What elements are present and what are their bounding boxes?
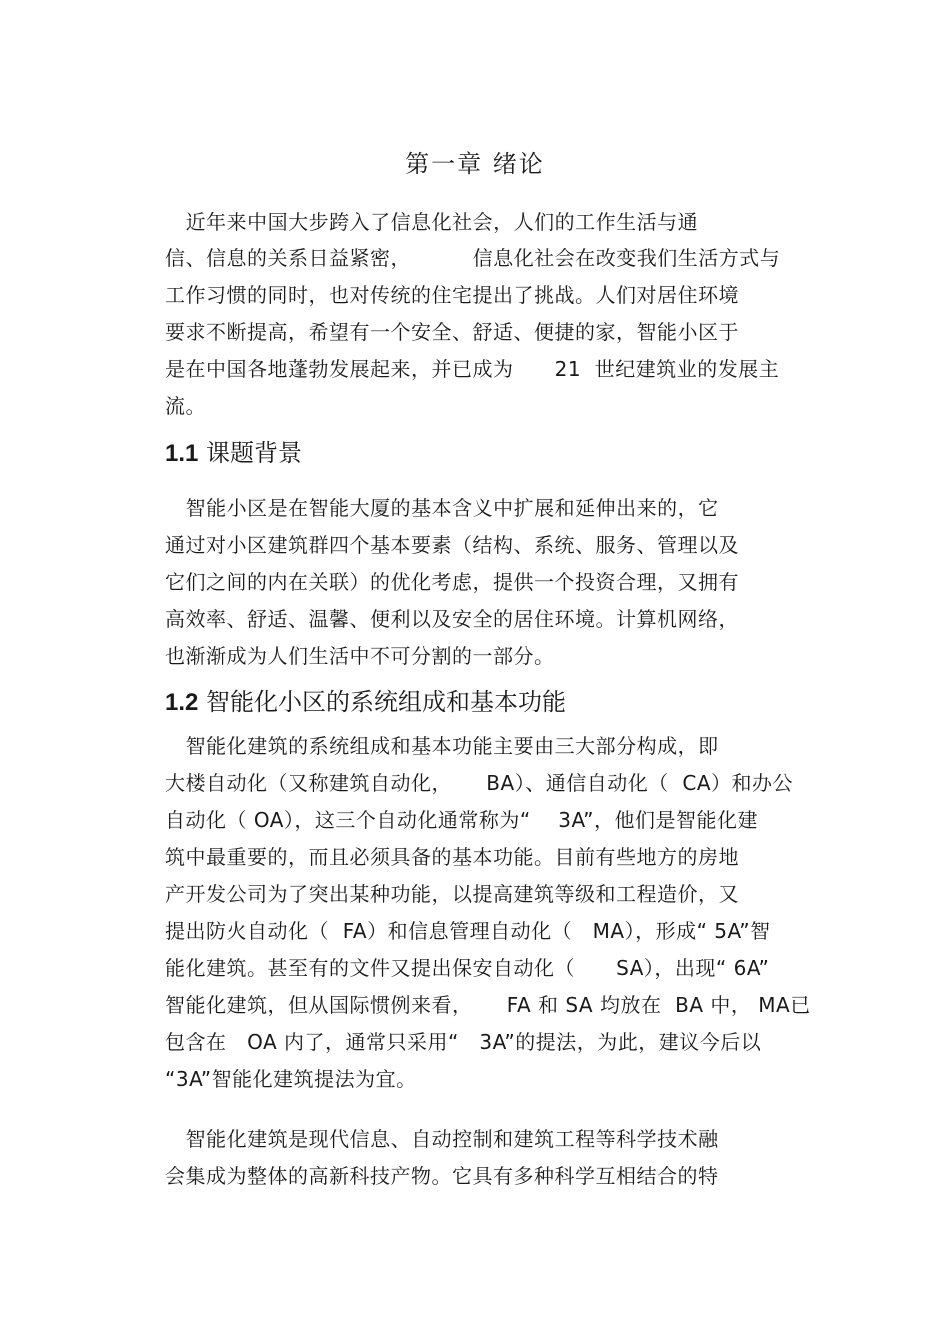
intro-line-3: 工作习惯的同时，也对传统的住宅提出了挑战。人们对居住环境 xyxy=(165,283,739,307)
section2-line-5: 产开发公司为了突出某种功能，以提高建筑等级和工程造价，又 xyxy=(165,882,739,906)
intro-line-1: 近年来中国大步跨入了信息化社会，人们的工作生活与通 xyxy=(165,210,699,234)
section-heading-1-1 xyxy=(165,437,302,470)
intro-line-2: 信、信息的关系日益紧密， 信息化社会在改变我们生活方式与 xyxy=(165,246,781,270)
section2-line-7: 能化建筑。甚至有的文件又提出保安自动化（ SA），出现“ 6A” xyxy=(165,956,770,980)
section-title: 智能化小区的系统组成和基本功能 xyxy=(198,688,567,716)
section2-line-10: “3A”智能化建筑提法为宜。 xyxy=(165,1067,417,1091)
intro-line-5: 是在中国各地蓬勃发展起来，并已成为 21 世纪建筑业的发展主 xyxy=(165,357,780,381)
section1-line-4: 高效率、舒适、温馨、便利以及安全的居住环境。计算机网络， xyxy=(165,607,739,631)
section2-line-6: 提出防火自动化（ FA）和信息管理自动化（ MA），形成“ 5A”智 xyxy=(165,919,771,943)
section-title: 课题背景 xyxy=(198,439,303,467)
section2-line-9: 包含在 OA 内了，通常只采用“ 3A”的提法，为此，建议今后以 xyxy=(165,1030,762,1054)
section-number: 1.2 xyxy=(165,689,199,716)
section1-line-1: 智能小区是在智能大厦的基本含义中扩展和延伸出来的，它 xyxy=(165,496,719,520)
chapter-title: 第一章 绪论 xyxy=(405,150,545,178)
section1-line-3: 它们之间的内在关联）的优化考虑，提供一个投资合理，又拥有 xyxy=(165,570,739,594)
intro-line-6: 流。 xyxy=(165,394,206,418)
section-number: 1.1 xyxy=(165,440,199,467)
section2-line-2: 大楼自动化（又称建筑自动化， BA）、通信自动化（ CA）和办公 xyxy=(165,771,794,795)
section1-line-5: 也渐渐成为人们生活中不可分割的一部分。 xyxy=(165,644,555,668)
section2-p2-line-2: 会集成为整体的高新科技产物。它具有多种科学互相结合的特 xyxy=(165,1164,719,1188)
section2-p2-line-1: 智能化建筑是现代信息、自动控制和建筑工程等科学技术融 xyxy=(165,1127,719,1151)
section1-line-2: 通过对小区建筑群四个基本要素（结构、系统、服务、管理以及 xyxy=(165,533,739,557)
section2-line-3: 自动化（ OA），这三个自动化通常称为“ 3A”，他们是智能化建 xyxy=(165,808,759,832)
section-heading-1-2 xyxy=(165,686,566,719)
section2-line-1: 智能化建筑的系统组成和基本功能主要由三大部分构成，即 xyxy=(165,734,719,758)
section2-line-8: 智能化建筑，但从国际惯例来看， FA 和 SA 均放在 BA 中， MA已 xyxy=(165,993,811,1017)
section2-line-4: 筑中最重要的，而且必须具备的基本功能。目前有些地方的房地 xyxy=(165,845,739,869)
intro-line-4: 要求不断提高，希望有一个安全、舒适、便捷的家，智能小区于 xyxy=(165,320,739,344)
